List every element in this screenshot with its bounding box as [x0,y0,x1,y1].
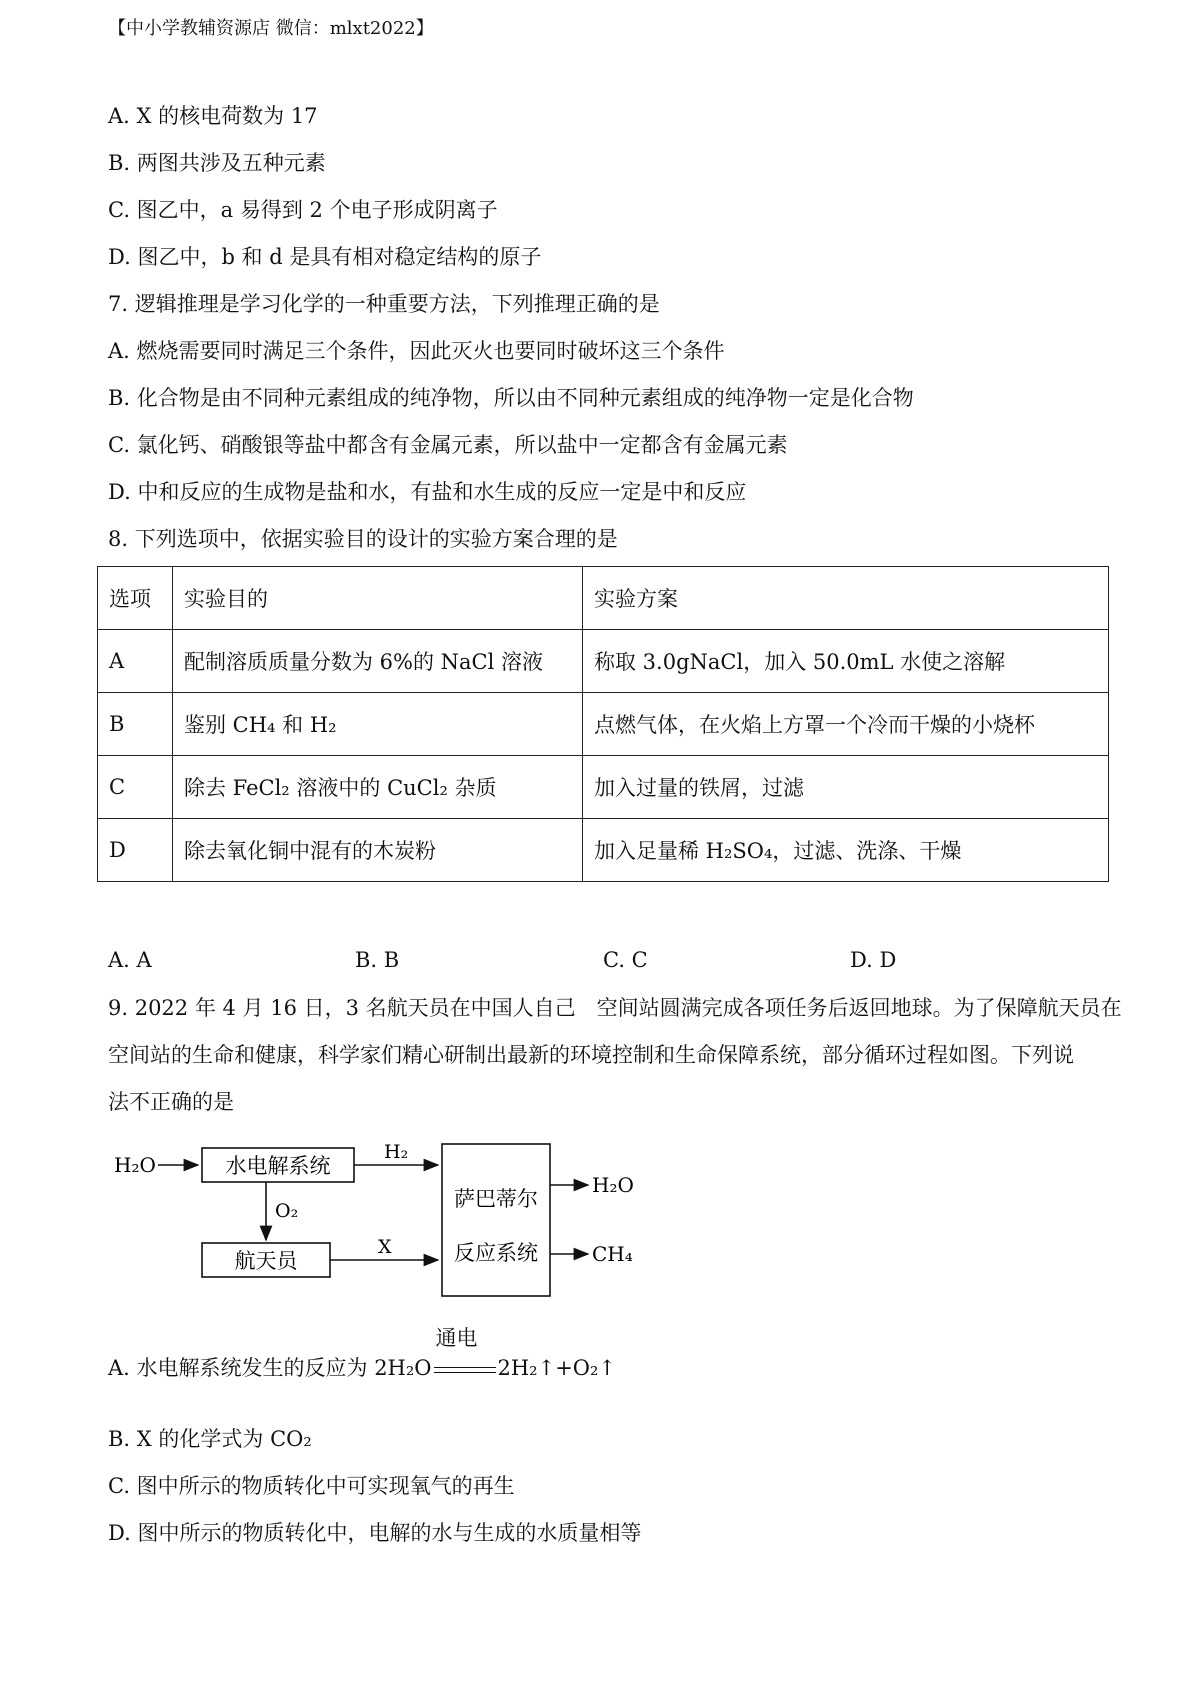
table-cell: 加入过量的铁屑，过滤 [583,756,1109,819]
table-cell: 除去 FeCl₂ 溶液中的 CuCl₂ 杂质 [173,756,583,819]
o2-label: O₂ [275,1200,299,1222]
experiment-table [97,566,1109,882]
table-cell: 加入足量稀 H₂SO₄，过滤、洗涤、干燥 [583,819,1109,882]
table-cell: A [98,630,173,693]
table-row [98,693,1109,756]
q8-choice-a: A. A [108,948,152,972]
q6-option-c: C. 图乙中，a 易得到 2 个电子形成阴离子 [108,198,498,222]
table-cell: B [98,693,173,756]
header-purpose: 实验目的 [173,567,583,630]
q8-stem: 8. 下列选项中，依据实验目的设计的实验方案合理的是 [108,527,618,551]
electrolysis-system-label: 水电解系统 [225,1154,331,1178]
q7-stem: 7. 逻辑推理是学习化学的一种重要方法，下列推理正确的是 [108,292,660,316]
astronaut-label: 航天员 [234,1249,298,1273]
table-cell: 称取 3.0gNaCl，加入 50.0mL 水使之溶解 [583,630,1109,693]
q9-stem-line-2: 空间站的生命和健康，科学家们精心研制出最新的环境控制和生命保障系统，部分循环过程如图。下列说 [108,1043,1074,1067]
q8-choice-c: C. C [603,948,648,972]
table-cell: 点燃气体，在火焰上方罩一个冷而干燥的小烧杯 [583,693,1109,756]
q9-option-a-suffix: 2H₂↑+O₂↑ [497,1356,617,1380]
q8-choice-d: D. D [850,948,897,972]
q6-option-a: A. X 的核电荷数为 17 [108,104,318,128]
q7-option-b: B. 化合物是由不同种元素组成的纯净物，所以由不同种元素组成的纯净物一定是化合物 [108,386,914,410]
q8-choice-b: B. B [355,948,400,972]
page-header: 【中小学教辅资源店 微信：mlxt2022】 [108,18,434,39]
q7-option-c: C. 氯化钙、硝酸银等盐中都含有金属元素，所以盐中一定都含有金属元素 [108,433,788,457]
q9-option-d: D. 图中所示的物质转化中，电解的水与生成的水质量相等 [108,1521,642,1545]
double-line-top [434,1367,496,1368]
sabatier-reactor-box [442,1144,550,1296]
input-h2o-label: H₂O [114,1153,156,1177]
output-ch4-label: CH₄ [592,1242,633,1266]
x-label: X [378,1236,392,1258]
header-option: 选项 [98,567,173,630]
q9-option-a [108,1325,617,1381]
reactor-label-line-2: 反应系统 [454,1241,538,1265]
table-cell: D [98,819,173,882]
reaction-equals-sign [434,1325,496,1380]
table-cell: 鉴别 CH₄ 和 H₂ [173,693,583,756]
reactor-label-line-1: 萨巴蒂尔 [454,1187,538,1211]
q6-option-b: B. 两图共涉及五种元素 [108,151,326,175]
table-header-row [98,567,1109,630]
double-line-bottom [434,1372,496,1373]
table-row [98,630,1109,693]
reaction-condition: 通电 [435,1325,478,1350]
h2-label: H₂ [384,1141,409,1163]
output-h2o-label: H₂O [592,1173,634,1197]
header-plan: 实验方案 [583,567,1109,630]
table-cell: 除去氧化铜中混有的木炭粉 [173,819,583,882]
q7-option-d: D. 中和反应的生成物是盐和水，有盐和水生成的反应一定是中和反应 [108,480,747,504]
q6-option-d: D. 图乙中，b 和 d 是具有相对稳定结构的原子 [108,245,542,269]
q7-option-a: A. 燃烧需要同时满足三个条件，因此灭火也要同时破坏这三个条件 [108,339,725,363]
q9-stem-line-3: 法不正确的是 [108,1090,234,1114]
q9-option-b: B. X 的化学式为 CO₂ [108,1427,312,1451]
q9-option-a-prefix: A. 水电解系统发生的反应为 2H₂O [108,1356,432,1380]
table-cell: C [98,756,173,819]
q9-option-c: C. 图中所示的物质转化中可实现氧气的再生 [108,1474,515,1498]
table-row [98,756,1109,819]
table-cell: 配制溶质质量分数为 6%的 NaCl 溶液 [173,630,583,693]
life-support-diagram [100,1140,660,1310]
q9-stem-line-1: 9. 2022 年 4 月 16 日，3 名航天员在中国人自己 空间站圆满完成各项任务后返回地球。为了保障航天员在 [108,996,1122,1020]
table-row [98,819,1109,882]
